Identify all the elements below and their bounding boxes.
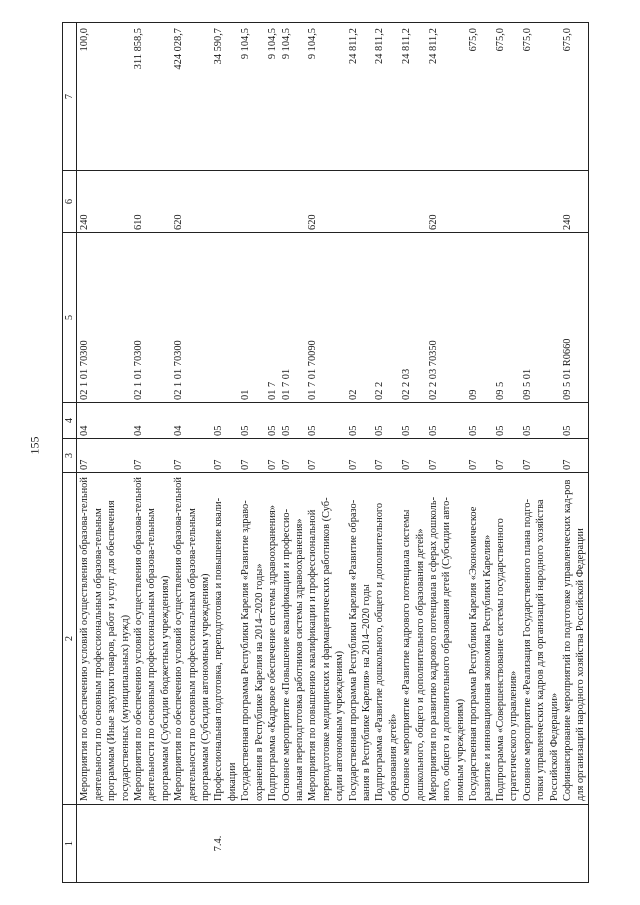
row-target-article: 02 2 03 70350 xyxy=(427,233,467,403)
header-col-6: 6 xyxy=(63,171,77,233)
page-number: 155 xyxy=(27,436,42,455)
row-name: Профессиональная подготовка, переподготовка и повышение квали-фикации xyxy=(212,473,239,805)
row-subsection: 05 xyxy=(212,403,239,439)
row-amount: 675,0 xyxy=(521,23,561,171)
row-expense-type xyxy=(467,171,494,233)
row-number xyxy=(77,805,132,883)
row-amount: 9 104,5 xyxy=(239,23,266,171)
row-section: 07 xyxy=(347,439,374,473)
table-row xyxy=(427,23,467,883)
row-amount: 24 811,2 xyxy=(373,23,400,171)
row-section: 07 xyxy=(427,439,467,473)
row-target-article-line: 01 7 01 xyxy=(280,368,292,400)
row-name: Государственная программа Республики Карелия «Развитие здраво-охранения в Республике Карелия на 2014–2020 годы» xyxy=(239,473,266,805)
table-row xyxy=(521,23,561,883)
row-name: Софинансирование мероприятий по подготовке управленческих кад-ров для организаций народного хозяйства Российской Федерации xyxy=(561,473,588,805)
table-row xyxy=(561,23,588,883)
table-row xyxy=(212,23,239,883)
row-target-article: 02 1 01 70300 xyxy=(132,233,172,403)
row-subsection: 05 xyxy=(521,403,561,439)
row-amount: 424 028,7 xyxy=(172,23,212,171)
row-name: Государственная программа Республики Карелия «Экономическое развитие и инновационная экономика Республики Карелия» xyxy=(467,473,494,805)
row-expense-type: 620 xyxy=(427,171,467,233)
row-amount: 675,0 xyxy=(494,23,521,171)
row-amount: 24 811,2 xyxy=(400,23,427,171)
row-target-article-line: 01 7 xyxy=(267,381,279,400)
row-subsection: 04 xyxy=(77,403,132,439)
row-section: 07 xyxy=(306,439,346,473)
row-subsection: 05 xyxy=(373,403,400,439)
row-expense-type xyxy=(212,171,239,233)
row-amount: 24 811,2 xyxy=(427,23,467,171)
row-expense-type xyxy=(494,171,521,233)
row-section-line: 07 xyxy=(280,459,292,470)
header-col-2: 2 xyxy=(63,473,77,805)
row-number xyxy=(239,805,266,883)
row-subsection: 05 xyxy=(427,403,467,439)
row-number xyxy=(467,805,494,883)
row-section: 07 xyxy=(373,439,400,473)
row-amount-line: 9 104,5 xyxy=(267,28,279,60)
row-number xyxy=(400,805,427,883)
row-target-article: 02 2 03 xyxy=(400,233,427,403)
row-number xyxy=(521,805,561,883)
row-subsection: 05 xyxy=(400,403,427,439)
row-name: Основное мероприятие «Развитие кадрового потенциала системы дошкольного, общего и дополнительного образования детей» xyxy=(400,473,427,805)
row-name: Мероприятия по развитию кадрового потенциала в сферах дошколь-ного, общего и дополнительного образования детей (Субсидии авто-номным учреждениям) xyxy=(427,473,467,805)
row-section: 07 xyxy=(212,439,239,473)
table-header-row xyxy=(63,23,77,883)
row-amount: 675,0 xyxy=(467,23,494,171)
row-name: Мероприятия по обеспечению условий осуществления образова-тельной деятельности по основным профессиональным образова-тельным программам (Субсидии автономным учреждениям) xyxy=(172,473,212,805)
row-name-line: Подпрограмма «Кадровое обеспечение системы здравоохранения» xyxy=(267,505,279,801)
row-subsection: 05 xyxy=(561,403,588,439)
budget-table-page xyxy=(62,23,602,883)
row-name: Мероприятия по повышению квалификации и профессиональной переподготовке медицинских и фармацевтических работников (Суб-сидии автономным учреждениям) xyxy=(306,473,346,805)
row-amount: 9 104,5 xyxy=(306,23,346,171)
table-row xyxy=(306,23,346,883)
row-subsection: 04 xyxy=(172,403,212,439)
row-subsection: 05 xyxy=(467,403,494,439)
row-name: Мероприятия по обеспечению условий осуществления образова-тельной деятельности по основным профессиональным образова-тельным программам (Субсидии бюджетным учреждениям) xyxy=(132,473,172,805)
row-number xyxy=(266,805,306,883)
row-expense-type xyxy=(521,171,561,233)
row-amount: 100,0 xyxy=(77,23,132,171)
row-target-article: 09 xyxy=(467,233,494,403)
row-name: Государственная программа Республики Карелия «Развитие образо-вания в Республике Карелия» на 2014–2020 годы xyxy=(347,473,374,805)
row-expense-type xyxy=(266,171,306,233)
row-subsection-line: 05 xyxy=(280,425,292,436)
table-row xyxy=(467,23,494,883)
row-expense-type: 620 xyxy=(172,171,212,233)
table-row xyxy=(347,23,374,883)
row-expense-type xyxy=(347,171,374,233)
table-row xyxy=(172,23,212,883)
row-expense-type xyxy=(400,171,427,233)
row-amount: 675,0 xyxy=(561,23,588,171)
row-subsection xyxy=(266,403,306,439)
table-row xyxy=(132,23,172,883)
row-section-line: 07 xyxy=(267,459,279,470)
row-target-article: 01 xyxy=(239,233,266,403)
row-section: 07 xyxy=(494,439,521,473)
row-number xyxy=(561,805,588,883)
table-row xyxy=(77,23,132,883)
row-subsection: 05 xyxy=(494,403,521,439)
row-section: 07 xyxy=(77,439,132,473)
header-col-7: 7 xyxy=(63,23,77,171)
row-expense-type: 240 xyxy=(561,171,588,233)
header-col-1: 1 xyxy=(63,805,77,883)
row-number xyxy=(347,805,374,883)
row-subsection: 05 xyxy=(239,403,266,439)
row-number xyxy=(427,805,467,883)
row-subsection: 05 xyxy=(306,403,346,439)
row-target-article: 02 1 01 70300 xyxy=(77,233,132,403)
row-amount xyxy=(266,23,306,171)
row-name-line: Основное мероприятие «Повышение квалификации и профессио-нальная переподготовка работников системы здравоохранения» xyxy=(280,508,305,801)
row-name: Основное мероприятие «Реализация Государственного плана подго-товки управленческих кадров для организаций народного хозяйства Российской Федерации» xyxy=(521,473,561,805)
row-target-article: 09 5 01 xyxy=(521,233,561,403)
row-section: 07 xyxy=(521,439,561,473)
row-expense-type xyxy=(373,171,400,233)
row-amount: 311 858,5 xyxy=(132,23,172,171)
row-number xyxy=(172,805,212,883)
table-row xyxy=(373,23,400,883)
row-name xyxy=(266,473,306,805)
row-target-article: 02 2 xyxy=(373,233,400,403)
row-target-article: 09 5 xyxy=(494,233,521,403)
row-subsection: 04 xyxy=(132,403,172,439)
row-target-article: 09 5 01 R0660 xyxy=(561,233,588,403)
row-name: Подпрограмма «Совершенствование системы государственного стратегического управления» xyxy=(494,473,521,805)
row-target-article: 02 xyxy=(347,233,374,403)
row-section: 07 xyxy=(561,439,588,473)
row-number: 7.4. xyxy=(212,805,239,883)
header-col-5: 5 xyxy=(63,233,77,403)
row-expense-type xyxy=(239,171,266,233)
row-target-article xyxy=(266,233,306,403)
row-number xyxy=(132,805,172,883)
row-expense-type: 240 xyxy=(77,171,132,233)
header-col-3: 3 xyxy=(63,439,77,473)
row-target-article: 02 1 01 70300 xyxy=(172,233,212,403)
row-target-article: 01 7 01 70090 xyxy=(306,233,346,403)
row-number xyxy=(494,805,521,883)
row-expense-type: 620 xyxy=(306,171,346,233)
row-target-article xyxy=(212,233,239,403)
row-name: Подпрограмма «Развитие дошкольного, общего и дополнительного образования детей» xyxy=(373,473,400,805)
row-amount: 24 811,2 xyxy=(347,23,374,171)
row-subsection: 05 xyxy=(347,403,374,439)
row-name: Мероприятия по обеспечению условий осуществления образова-тельной деятельности по основным профессиональным образова-тельным программам (Иные закупки товаров, работ и услуг для обеспечения государственных (муниципальных) нужд) xyxy=(77,473,132,805)
row-section: 07 xyxy=(132,439,172,473)
header-col-4: 4 xyxy=(63,403,77,439)
row-section: 07 xyxy=(400,439,427,473)
table-row xyxy=(266,23,306,883)
row-subsection-line: 05 xyxy=(267,425,279,436)
row-section xyxy=(266,439,306,473)
table-row xyxy=(239,23,266,883)
table-row xyxy=(494,23,521,883)
table-body xyxy=(77,23,588,883)
row-section: 07 xyxy=(467,439,494,473)
row-section: 07 xyxy=(172,439,212,473)
row-number xyxy=(306,805,346,883)
row-amount: 34 590,7 xyxy=(212,23,239,171)
table-row xyxy=(400,23,427,883)
row-expense-type: 610 xyxy=(132,171,172,233)
row-section: 07 xyxy=(239,439,266,473)
budget-table xyxy=(62,22,589,883)
row-amount-line: 9 104,5 xyxy=(280,28,292,60)
row-number xyxy=(373,805,400,883)
